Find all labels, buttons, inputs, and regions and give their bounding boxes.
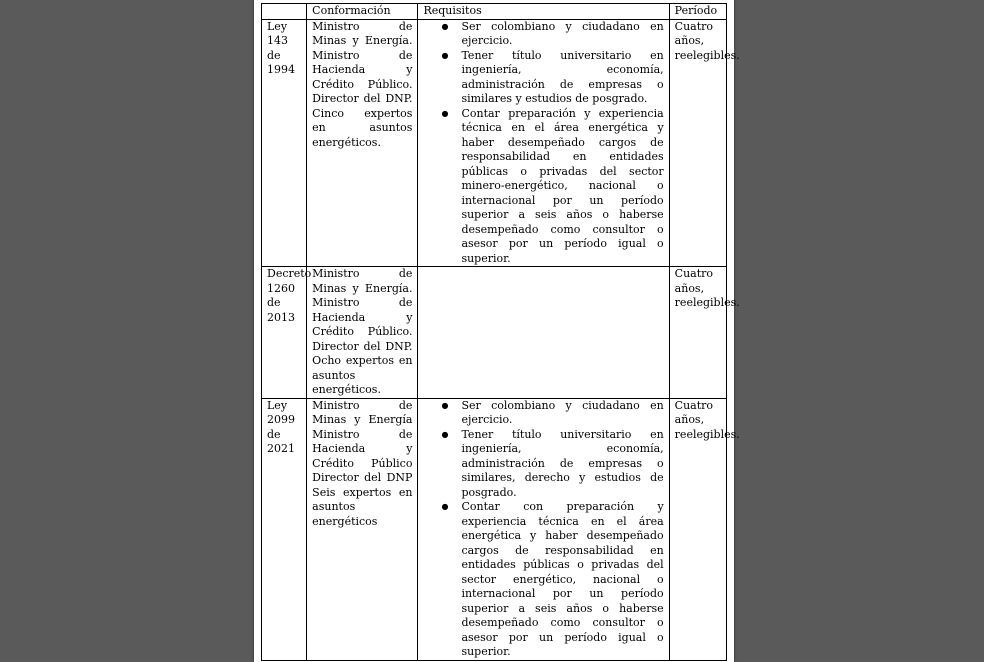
list-item: ● Tener título universitario en ingeniería, economía, administración de empresas o similares, derecho y estudios de posgrado. [461,428,663,501]
table-row [262,267,727,399]
document-page [254,0,740,662]
list-item: ● Contar con preparación y experiencia técnica en el área energética y haber desempeñado cargos de responsabilidad en entidades públicas o privadas del sector energético, nacional o internacional por un período superior a seis años o haberse desempeñado como consultor o asesor por un período igual o superior. [461,500,663,660]
conformacion-cell: Ministro de Minas y Energía Ministro de Hacienda y Crédito Público Director del DNP Seis expertos en asuntos energéticos [307,398,418,660]
table-row [262,19,727,267]
header-norma [262,4,307,20]
list-item: ● Contar preparación y experiencia técnica en el área energética y haber desempeñado cargos de responsabilidad en entidades públicas o privadas del sector minero-energético, nacional o internacional por un período superior a seis años o haberse desempeñado como consultor o asesor por un período igual o superior. [461,107,663,267]
requisitos-cell [418,398,669,660]
header-requisitos: Requisitos [418,4,669,20]
list-item: ● Tener título universitario en ingeniería, economía, administración de empresas o similares y estudios de posgrado. [461,49,663,107]
requisitos-list [423,399,663,660]
norma-cell: Decreto 1260 de 2013 [262,267,307,399]
header-conformacion: Conformación [307,4,418,20]
periodo-cell: Cuatro años, reelegibles. [669,267,726,399]
conformacion-cell: Ministro de Minas y Energía. Ministro de Hacienda y Crédito Público. Director del DNP. Cinco expertos en asuntos energéticos. [307,19,418,267]
table-row [262,398,727,660]
requisitos-list [423,20,663,267]
comparison-table [261,3,740,661]
periodo-cell: Cuatro años, reelegibles. [669,19,726,267]
periodo-cell: Cuatro años, reelegibles. [669,398,726,660]
conformacion-cell: Ministro de Minas y Energía. Ministro de Hacienda y Crédito Público. Director del DNP. Ocho expertos en asuntos energéticos. [307,267,418,399]
norma-cell: Ley 143 de 1994 [262,19,307,267]
list-item: ● Ser colombiano y ciudadano en ejercicio. [461,399,663,428]
header-periodo: Período [669,4,726,20]
norma-cell: Ley 2099 de 2021 [262,398,307,660]
requisitos-cell [418,267,669,399]
list-item: ● Ser colombiano y ciudadano en ejercicio. [461,20,663,49]
requisitos-cell [418,19,669,267]
table-header-row [262,4,727,20]
